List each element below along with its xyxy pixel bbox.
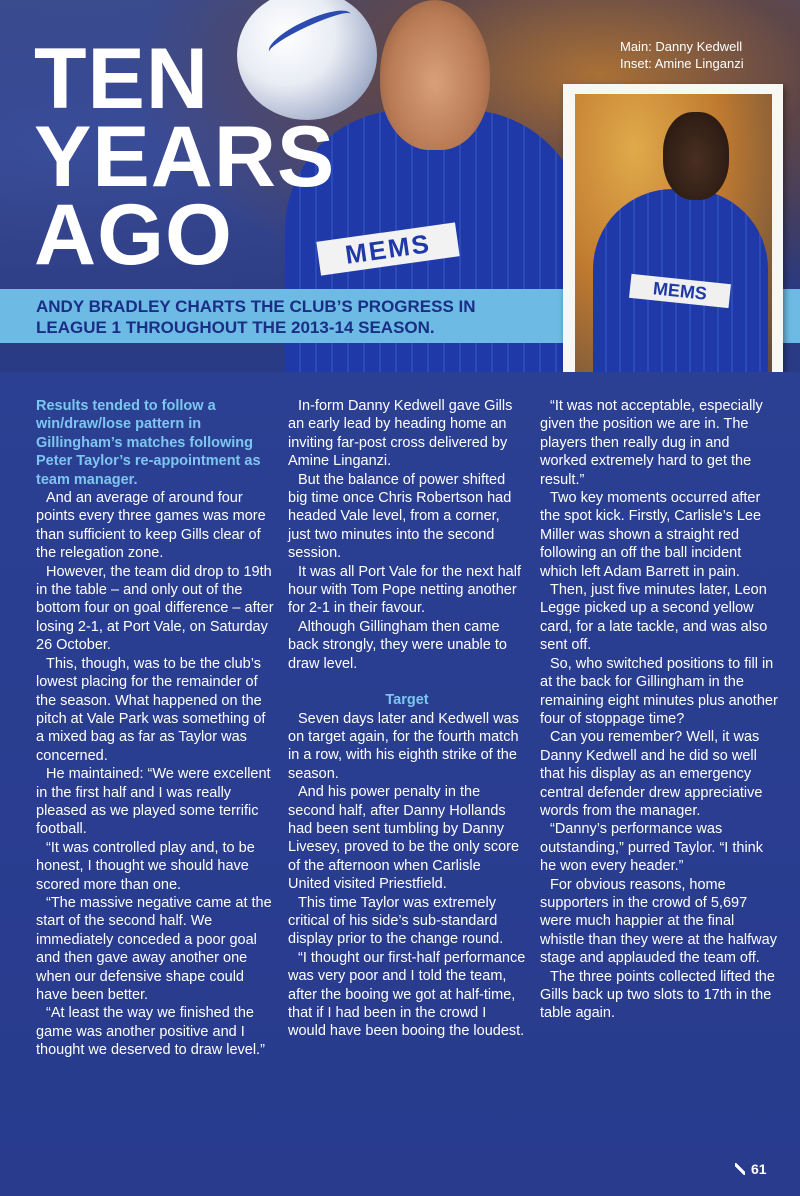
article-paragraph: “It was not acceptable, especially given the position we are in. The players then really dug in and worked extremely hard to get the result.” — [540, 398, 763, 488]
title-line-3: AGO — [34, 187, 233, 283]
article-paragraph: “It was controlled play and, to be honest, I thought we should have scored more than one. — [36, 839, 255, 893]
article-paragraph: In-form Danny Kedwell gave Gills an early lead by heading home an inviting far-post cross delivered by Amine Linganzi. — [288, 398, 513, 470]
article-paragraph: It was all Port Vale for the next half hour with Tom Pope netting another for 2-1 in their favour. — [288, 563, 521, 617]
article-paragraph: The three points collected lifted the Gills back up two slots to 17th in the table again. — [540, 968, 775, 1022]
article-body — [36, 397, 786, 1157]
title-line-1: TEN — [34, 31, 209, 127]
hero-photo — [0, 0, 800, 372]
article-paragraph: Can you remember? Well, it was Danny Kedwell and he did so well that his display as an emergency central defender drew appreciative words from the manager. — [540, 729, 763, 819]
article-paragraph: However, the team did drop to 19th in the table – and only out of the bottom four on goal difference – after losing 2-1, at Port Vale, on Saturday 26 October. — [36, 563, 274, 654]
photo-credits — [620, 38, 744, 72]
article-paragraph: Then, just five minutes later, Leon Legge picked up a second yellow card, for a late tackle, and was also sent off. — [540, 582, 768, 654]
article-paragraph: This, though, was to be the club’s lowest placing for the remainder of the season. What happened on the pitch at Vale Park was something of a mixed bag as far as Taylor was concerned. — [36, 655, 266, 764]
inset-player-head — [663, 112, 729, 200]
strapline-line-1: ANDY BRADLEY CHARTS THE CLUB’S PROGRESS IN — [36, 297, 476, 316]
article-paragraph: “The massive negative came at the start of the second half. We immediately conceded a poor goal and then gave away another one when our defensive shape could have been better. — [36, 894, 272, 1003]
article-column-3 — [540, 397, 778, 1023]
article-paragraph: “Danny’s performance was outstanding,” purred Taylor. “I think he won every header.” — [540, 821, 763, 875]
article-paragraph: For obvious reasons, home supporters in the crowd of 5,697 were much happier at the final whistle than they were at the halfway stage and applauded the team off. — [540, 876, 777, 967]
inset-shirt-sponsor: MEMS — [629, 274, 731, 308]
article-lead: Results tended to follow a win/draw/lose pattern in Gillingham’s matches following Peter Taylor’s re-appointment as team manager. — [36, 398, 261, 488]
inset-photo — [575, 94, 772, 372]
article-paragraph: But the balance of power shifted big time once Chris Robertson had headed Vale level, from a corner, just two minutes into the second session. — [288, 471, 512, 562]
article-paragraph: This time Taylor was extremely critical of his side’s sub-standard display prior to the change round. — [288, 894, 504, 948]
main-shirt-sponsor: MEMS — [316, 222, 459, 275]
main-player-head — [380, 0, 490, 150]
article-paragraph: Seven days later and Kedwell was on target again, for the fourth match in a row, with his eighth strike of the season. — [288, 710, 519, 782]
subheading: Target — [385, 692, 429, 709]
article-paragraph: So, who switched positions to fill in at the back for Gillingham in the remaining eight minutes plus another four of stoppage time? — [540, 655, 778, 727]
credit-main: Main: Danny Kedwell — [620, 39, 743, 54]
article-paragraph: “At least the way we finished the game was another positive and I thought we deserved to draw level.” — [36, 1005, 265, 1059]
title-line-2: YEARS — [34, 109, 336, 205]
article-paragraph: And an average of around four points every three games was more than sufficient to keep Gills clear of the relegation zone. — [36, 490, 266, 562]
page-title — [34, 31, 336, 283]
page-folio — [735, 1161, 767, 1177]
article-paragraph: “I thought our first-half performance was very poor and I told the team, after the booing we got at half-time, that if I had been in the crowd I would have been booing the loudest. — [288, 949, 526, 1040]
article-paragraph: Although Gillingham then came back strongly, they were unable to draw level. — [288, 618, 507, 672]
strapline — [36, 296, 556, 338]
article-column-2 — [288, 397, 526, 1041]
club-crest-icon — [735, 1163, 745, 1175]
article-paragraph: He maintained: “We were excellent in the first half and I was really pleased as we played some terrific football. — [36, 766, 271, 838]
credit-inset: Inset: Amine Linganzi — [620, 56, 744, 71]
article-paragraph: Two key moments occurred after the spot kick. Firstly, Carlisle’s Lee Miller was shown a straight red following an off the ball incident which left Adam Barrett in pain. — [540, 490, 762, 580]
article-column-1 — [36, 397, 274, 1060]
strapline-line-2: LEAGUE 1 THROUGHOUT THE 2013-14 SEASON. — [36, 318, 435, 337]
page-number: 61 — [751, 1161, 767, 1177]
article-paragraph: And his power penalty in the second half, after Danny Hollands had been sent tumbling by Danny Livesey, proved to be the only score of the afternoon when Carlisle United visited Priestfield. — [288, 784, 520, 893]
